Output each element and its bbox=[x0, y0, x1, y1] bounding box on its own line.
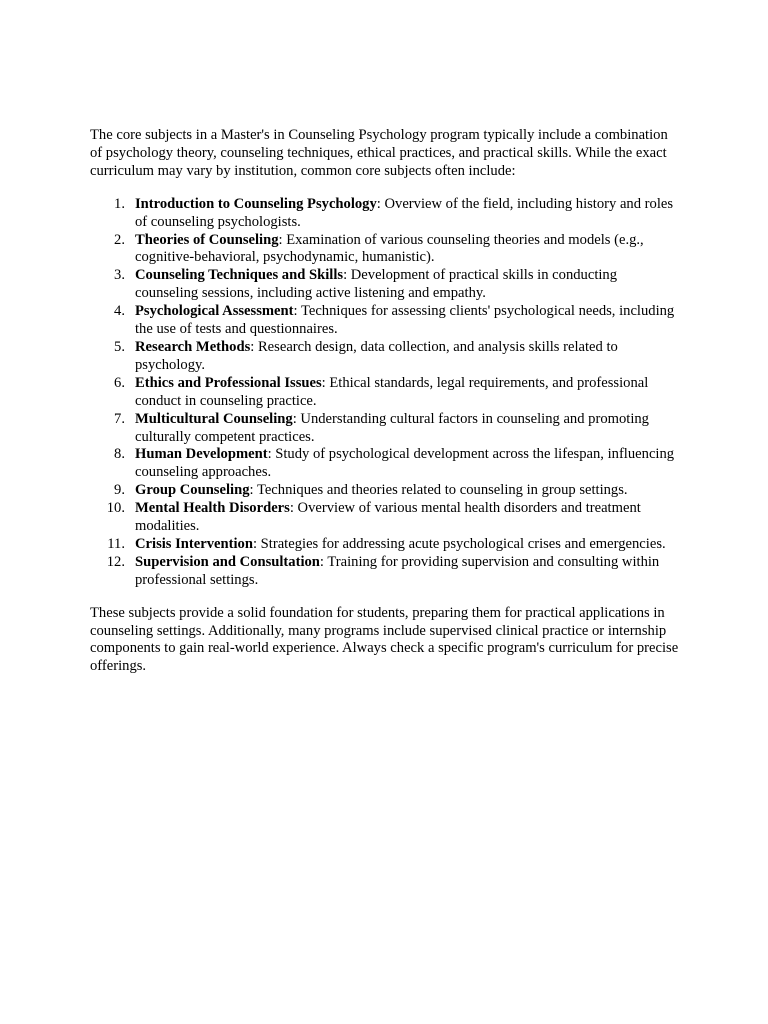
subject-description: : Understanding cultural factors in counseling and promoting culturally competent practices. bbox=[135, 410, 649, 445]
list-item-number: 1. bbox=[114, 195, 125, 212]
subject-term: Mental Health Disorders bbox=[135, 500, 290, 517]
list-item-number: 12. bbox=[106, 553, 125, 570]
subject-description: : Study of psychological development across the lifespan, influencing counseling approaches. bbox=[135, 446, 675, 481]
subject-description: : Techniques and theories related to counseling in group settings. bbox=[249, 482, 628, 499]
list-item bbox=[90, 482, 682, 500]
subject-term: Multicultural Counseling bbox=[135, 410, 293, 427]
conclusion-paragraph: These subjects provide a solid foundation for students, preparing them for practical applications in counseling settings. Additionally, many programs include supervised clinical practice or internship components to gain real-world experience. Always check a specific program's curriculum for precise offerings. bbox=[90, 604, 679, 675]
subject-term: Research Methods bbox=[135, 338, 251, 355]
list-item bbox=[90, 267, 682, 303]
list-item bbox=[90, 411, 682, 447]
core-subjects-list bbox=[90, 196, 682, 590]
subject-term: Psychological Assessment bbox=[135, 303, 294, 320]
subject-description: : Examination of various counseling theories and models (e.g., cognitive-behavioral, psychodynamic, humanistic). bbox=[135, 231, 644, 266]
list-item-number: 3. bbox=[114, 267, 125, 284]
subject-term: Supervision and Consultation bbox=[135, 553, 320, 570]
subject-term: Introduction to Counseling Psychology bbox=[135, 195, 377, 212]
subject-description: : Overview of the field, including history and roles of counseling psychologists. bbox=[135, 195, 674, 230]
list-item bbox=[90, 303, 682, 339]
subject-term: Group Counseling bbox=[135, 482, 250, 499]
list-item bbox=[90, 375, 682, 411]
subject-description: : Overview of various mental health disorders and treatment modalities. bbox=[135, 500, 641, 535]
list-item bbox=[90, 232, 682, 268]
list-item bbox=[90, 500, 682, 536]
subject-term: Counseling Techniques and Skills bbox=[135, 267, 344, 284]
list-item-number: 11. bbox=[107, 535, 125, 552]
list-item-number: 4. bbox=[114, 303, 125, 320]
list-item bbox=[90, 536, 682, 554]
list-item bbox=[90, 339, 682, 375]
subject-description: : Training for providing supervision and consulting within professional settings. bbox=[135, 553, 660, 588]
list-item bbox=[90, 554, 682, 590]
subject-description: : Strategies for addressing acute psychological crises and emergencies. bbox=[252, 535, 666, 552]
subject-term: Theories of Counseling bbox=[135, 231, 279, 248]
list-item bbox=[90, 196, 682, 232]
subject-description: : Development of practical skills in conducting counseling sessions, including active listening and empathy. bbox=[135, 267, 618, 302]
list-item-number: 6. bbox=[114, 374, 125, 391]
list-item-number: 10. bbox=[106, 500, 125, 517]
subject-description: : Techniques for assessing clients' psychological needs, including the use of tests and questionnaires. bbox=[135, 303, 675, 338]
document-body bbox=[90, 127, 682, 676]
subject-description: : Research design, data collection, and analysis skills related to psychology. bbox=[135, 338, 618, 373]
subject-description: : Ethical standards, legal requirements, and professional conduct in counseling practice. bbox=[135, 374, 649, 409]
list-item-number: 2. bbox=[114, 231, 125, 248]
list-item-number: 5. bbox=[114, 338, 125, 355]
subject-term: Crisis Intervention bbox=[135, 535, 253, 552]
list-item-number: 8. bbox=[114, 446, 125, 463]
intro-paragraph: The core subjects in a Master's in Counseling Psychology program typically include a combination of psychology theory, counseling techniques, ethical practices, and practical skills. While the exact curriculum may vary by institution, common core subjects often include: bbox=[90, 127, 668, 179]
list-item-number: 9. bbox=[114, 482, 125, 499]
subject-term: Human Development bbox=[135, 446, 268, 463]
list-item-number: 7. bbox=[114, 410, 125, 427]
list-item bbox=[90, 446, 682, 482]
subject-term: Ethics and Professional Issues bbox=[135, 374, 322, 391]
